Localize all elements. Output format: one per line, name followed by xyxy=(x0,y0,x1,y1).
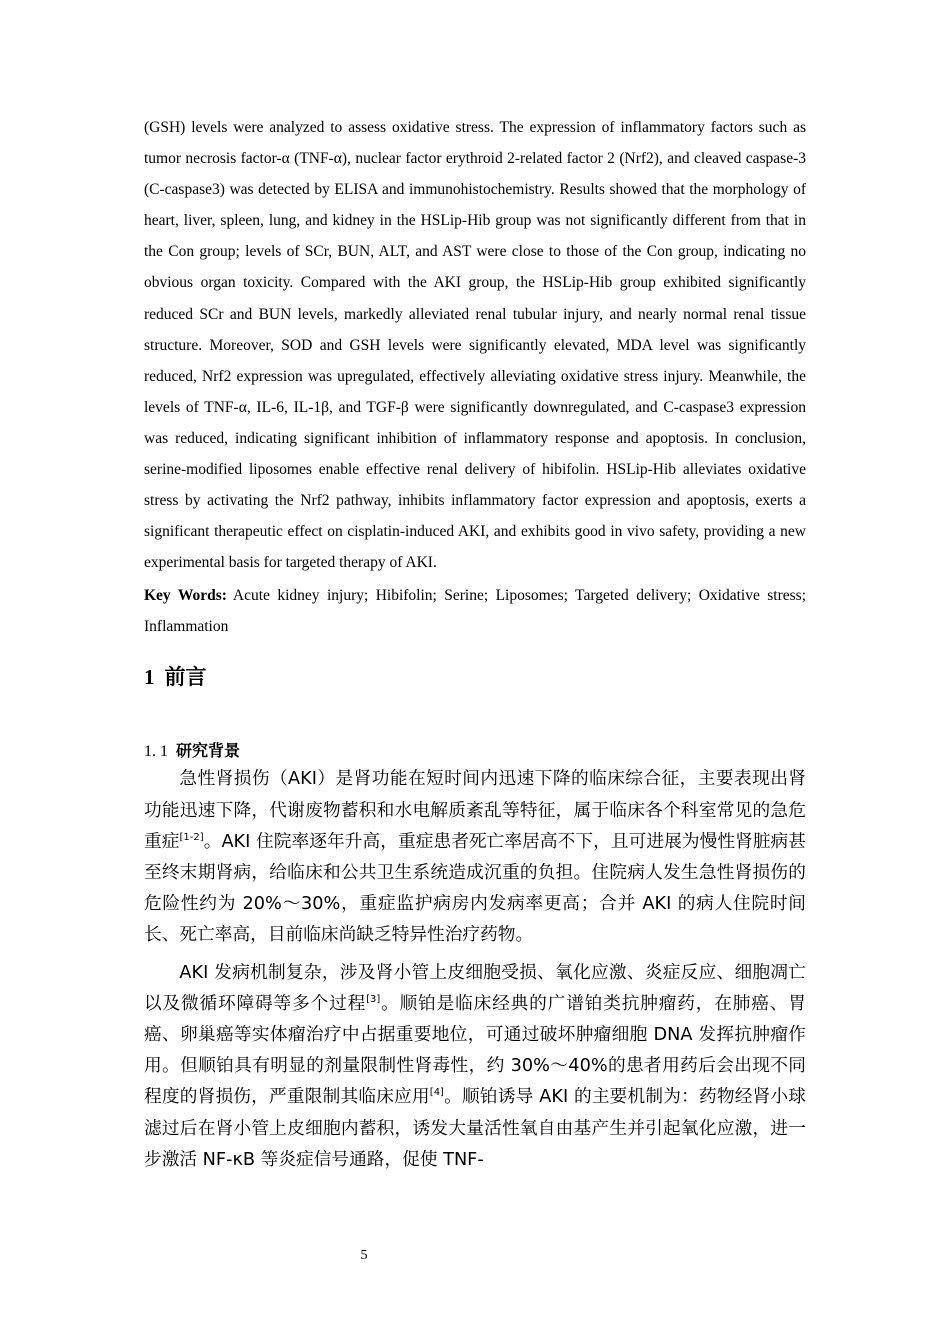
subsection-number: 1. 1 xyxy=(144,743,168,761)
citation: [4] xyxy=(429,1087,444,1099)
section-number: 1 xyxy=(144,665,155,690)
subsection-heading xyxy=(144,741,806,762)
paragraph-2 xyxy=(144,958,806,1176)
paragraph-1 xyxy=(144,764,806,951)
paragraph-1-text-b: 。AKI 住院率逐年升高，重症患者死亡率居高不下，且可进展为慢性肾脏病甚至终末期肾病，给临床和公共卫生系统造成沉重的负担。住院病人发生急性肾损伤的危险性约为 20%～30%，重症监护病房内发病率更高；合并 AKI 的病人住院时间长、死亡率高，目前临床尚缺乏特异性治疗药物。 xyxy=(144,831,806,946)
page-content xyxy=(144,112,806,1176)
page-number: 5 xyxy=(360,1248,368,1263)
paragraph-2-text-c: 。顺铂诱导 AKI 的主要机制为：药物经肾小球滤过后在肾小管上皮细胞内蓄积，诱发大量活性氧自由基产生并引起氧化应激，进一步激活 NF-κB 等炎症信号通路，促使 TNF- xyxy=(144,1087,806,1170)
abstract-body: (GSH) levels were analyzed to assess oxidative stress. The expression of inflammatory factors such as tumor necrosis factor-α (TNF-α), nuclear factor erythroid 2-related factor 2 (Nrf2), and cleaved caspase-3 (C-caspase3) was detected by ELISA and immunohistochemistry. Results showed that the morphology of heart, liver, spleen, lung, and kidney in the HSLip-Hib group was not significantly different from that in the Con group; levels of SCr, BUN, ALT, and AST were close to those of the Con group, indicating no obvious organ toxicity. Compared with the AKI group, the HSLip-Hib group exhibited significantly reduced SCr and BUN levels, markedly alleviated renal tubular injury, and nearly normal renal tissue structure. Moreover, SOD and GSH levels were significantly elevated, MDA level was significantly reduced, Nrf2 expression was upregulated, effectively alleviating oxidative stress injury. Meanwhile, the levels of TNF-α, IL-6, IL-1β, and TGF-β were significantly downregulated, and C-caspase3 expression was reduced, indicating significant inhibition of inflammatory response and apoptosis. In conclusion, serine-modified liposomes enable effective renal delivery of hibifolin. HSLip-Hib alleviates oxidative stress by activating the Nrf2 pathway, inhibits inflammatory factor expression and apoptosis, exerts a significant therapeutic effect on cisplatin-induced AKI, and exhibits good in vivo safety, providing a new experimental basis for targeted therapy of AKI. xyxy=(144,119,806,572)
section-heading xyxy=(144,663,806,691)
subsection-title: 研究背景 xyxy=(176,741,241,761)
paragraph-1-text-a: 急性肾损伤（AKI）是肾功能在短时间内迅速下降的临床综合征，主要表现出肾功能迅速下降，代谢废物蓄积和水电解质紊乱等特征，属于临床各个科室常见的急危重症 xyxy=(144,769,806,852)
section-title: 前言 xyxy=(164,665,207,690)
keywords-line xyxy=(144,580,806,642)
paragraph-2-text-b: 。顺铂是临床经典的广谱铂类抗肿瘤药，在肺癌、胃癌、卵巢癌等实体瘤治疗中占据重要地位，可通过破坏肿瘤细胞 DNA 发挥抗肿瘤作用。但顺铂具有明显的剂量限制性肾毒性，约 30%～40%的患者用药后会出现不同程度的肾损伤，严重限制其临床应用 xyxy=(144,993,806,1108)
paragraph-2-text-a: AKI 发病机制复杂，涉及肾小管上皮细胞受损、氧化应激、炎症反应、细胞凋亡以及微循环障碍等多个过程 xyxy=(144,962,806,1014)
citation: [1-2] xyxy=(179,831,204,843)
citation: [3] xyxy=(366,993,381,1005)
keywords-text: Acute kidney injury; Hibifolin; Serine; Liposomes; Targeted delivery; Oxidative stress; Inflammation xyxy=(144,587,806,636)
keywords-label: Key Words: xyxy=(144,587,227,605)
